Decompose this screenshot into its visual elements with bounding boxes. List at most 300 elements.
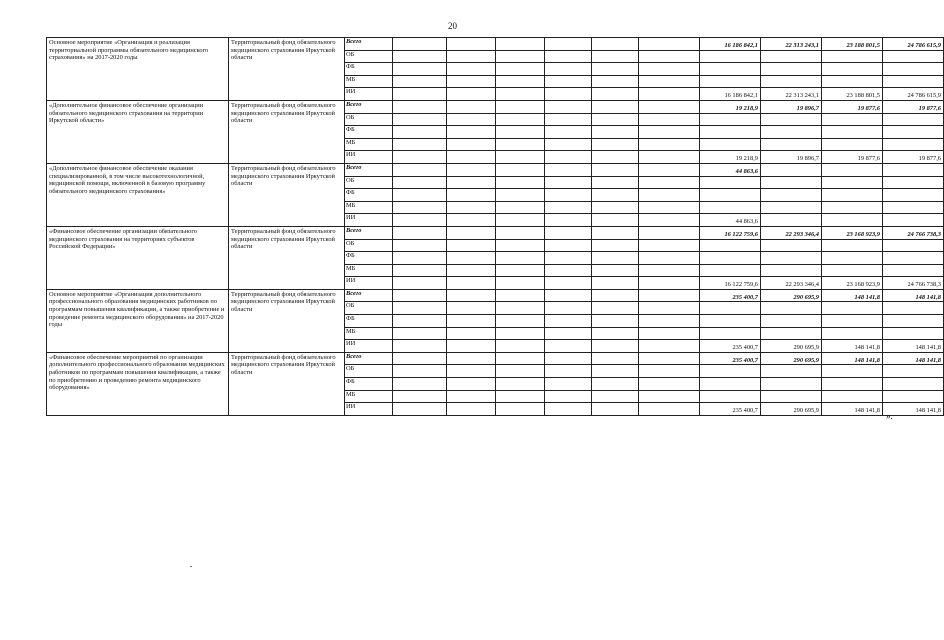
year-value-cell [761,252,822,265]
empty-cell [496,126,545,139]
empty-cell [592,352,639,365]
funding-source-cell: МБ [345,75,393,88]
year-value-cell [883,327,944,340]
empty-cell [592,138,639,151]
year-value-cell: 23 188 801,5 [822,88,883,101]
year-value-cell: 235 400,7 [700,340,761,353]
year-value-cell: 148 141,8 [883,403,944,416]
empty-cell [393,277,447,290]
empty-cell [592,38,639,51]
year-value-cell: 235 400,7 [700,289,761,302]
empty-cell [393,403,447,416]
year-value-cell [761,264,822,277]
empty-cell [592,189,639,202]
empty-cell [592,75,639,88]
empty-cell [639,315,700,328]
empty-cell [639,100,700,113]
year-value-cell [883,113,944,126]
empty-cell [496,226,545,239]
empty-cell [447,63,496,76]
year-value-cell: 148 141,8 [822,352,883,365]
empty-cell [639,163,700,176]
empty-cell [496,88,545,101]
year-value-cell [700,189,761,202]
funding-source-cell: ОБ [345,365,393,378]
year-value-cell [822,264,883,277]
year-value-cell [822,302,883,315]
empty-cell [639,126,700,139]
funding-source-cell: ОБ [345,176,393,189]
year-value-cell [761,75,822,88]
empty-cell [496,138,545,151]
empty-cell [447,403,496,416]
year-value-cell: 44 863,6 [700,214,761,227]
year-value-cell: 290 695,9 [761,403,822,416]
empty-cell [447,352,496,365]
empty-cell [545,201,592,214]
empty-cell [592,252,639,265]
empty-cell [393,289,447,302]
year-value-cell [700,264,761,277]
empty-cell [545,189,592,202]
year-value-cell: 290 695,9 [761,340,822,353]
empty-cell [592,88,639,101]
year-value-cell [883,201,944,214]
empty-cell [447,214,496,227]
empty-cell [393,390,447,403]
year-value-cell [761,365,822,378]
year-value-cell [883,126,944,139]
year-value-cell: 19 218,9 [700,151,761,164]
year-value-cell [822,176,883,189]
year-value-cell [700,138,761,151]
empty-cell [393,239,447,252]
empty-cell [545,403,592,416]
empty-cell [639,189,700,202]
empty-cell [592,239,639,252]
year-value-cell: 19 896,7 [761,100,822,113]
funding-source-cell: ФБ [345,63,393,76]
year-value-cell [883,138,944,151]
empty-cell [592,327,639,340]
funding-source-cell: МБ [345,264,393,277]
funding-source-cell: ОБ [345,239,393,252]
year-value-cell: 19 877,6 [822,100,883,113]
empty-cell [393,151,447,164]
empty-cell [639,277,700,290]
year-value-cell: 23 168 923,9 [822,277,883,290]
empty-cell [592,113,639,126]
empty-cell [592,277,639,290]
year-value-cell: 16 186 842,1 [700,38,761,51]
funding-source-cell: ФБ [345,315,393,328]
year-value-cell [822,239,883,252]
empty-cell [639,138,700,151]
measure-name-cell: «Финансовое обеспечение организации обязательного медицинского страхования на территориях субъектов Российской Федерации» [47,226,229,289]
responsible-executor-cell: Территориальный фонд обязательного медицинского страхования Иркутской области [229,38,345,101]
empty-cell [447,302,496,315]
year-value-cell: 24 786 615,9 [883,38,944,51]
year-value-cell [700,327,761,340]
year-value-cell [700,365,761,378]
empty-cell [447,327,496,340]
year-value-cell [883,214,944,227]
empty-cell [639,378,700,391]
empty-cell [639,38,700,51]
empty-cell [545,126,592,139]
empty-cell [496,365,545,378]
empty-cell [393,75,447,88]
empty-cell [496,214,545,227]
empty-cell [496,239,545,252]
empty-cell [393,378,447,391]
empty-cell [592,390,639,403]
empty-cell [393,214,447,227]
funding-source-cell: ФБ [345,378,393,391]
empty-cell [545,277,592,290]
empty-cell [545,302,592,315]
year-value-cell: 22 293 346,4 [761,226,822,239]
empty-cell [496,201,545,214]
empty-cell [545,390,592,403]
year-value-cell: 19 877,6 [822,151,883,164]
funding-source-cell: ФБ [345,252,393,265]
year-value-cell [883,63,944,76]
empty-cell [592,302,639,315]
empty-cell [496,340,545,353]
table-row [47,100,944,113]
responsible-executor-cell: Территориальный фонд обязательного медицинского страхования Иркутской области [229,352,345,415]
empty-cell [639,226,700,239]
year-value-cell [761,63,822,76]
empty-cell [447,226,496,239]
empty-cell [545,340,592,353]
empty-cell [545,252,592,265]
empty-cell [447,151,496,164]
year-value-cell [700,378,761,391]
year-value-cell [700,302,761,315]
year-value-cell [883,302,944,315]
empty-cell [393,352,447,365]
year-value-cell: 19 877,6 [883,100,944,113]
empty-cell [496,302,545,315]
year-value-cell [822,126,883,139]
year-value-cell: 23 168 923,9 [822,226,883,239]
year-value-cell [822,214,883,227]
empty-cell [496,378,545,391]
year-value-cell [761,138,822,151]
empty-cell [447,88,496,101]
year-value-cell: 19 218,9 [700,100,761,113]
empty-cell [447,163,496,176]
empty-cell [592,214,639,227]
empty-cell [592,315,639,328]
year-value-cell [761,378,822,391]
empty-cell [393,201,447,214]
empty-cell [447,264,496,277]
empty-cell [393,126,447,139]
empty-cell [447,189,496,202]
empty-cell [639,252,700,265]
empty-cell [639,75,700,88]
year-value-cell [700,390,761,403]
year-value-cell: 24 786 615,9 [883,88,944,101]
year-value-cell [700,75,761,88]
table-row [47,226,944,239]
year-value-cell: 290 695,9 [761,352,822,365]
empty-cell [592,340,639,353]
empty-cell [393,252,447,265]
funding-source-cell: Всего [345,163,393,176]
year-value-cell [883,365,944,378]
empty-cell [545,289,592,302]
empty-cell [545,214,592,227]
empty-cell [447,38,496,51]
year-value-cell [883,378,944,391]
empty-cell [592,63,639,76]
year-value-cell [761,239,822,252]
year-value-cell: 44 863,6 [700,163,761,176]
year-value-cell [883,264,944,277]
empty-cell [592,378,639,391]
empty-cell [592,201,639,214]
empty-cell [393,50,447,63]
funding-source-cell: ОБ [345,50,393,63]
empty-cell [545,176,592,189]
empty-cell [393,365,447,378]
empty-cell [496,50,545,63]
year-value-cell: 22 293 346,4 [761,277,822,290]
year-value-cell [761,176,822,189]
empty-cell [447,100,496,113]
empty-cell [545,100,592,113]
table-row [47,289,944,302]
empty-cell [447,390,496,403]
empty-cell [639,201,700,214]
empty-cell [545,50,592,63]
empty-cell [639,340,700,353]
year-value-cell: 235 400,7 [700,352,761,365]
funding-source-cell: МБ [345,390,393,403]
empty-cell [496,176,545,189]
responsible-executor-cell: Территориальный фонд обязательного медицинского страхования Иркутской области [229,226,345,289]
empty-cell [393,63,447,76]
empty-cell [592,100,639,113]
empty-cell [496,289,545,302]
funding-table-body [47,38,944,416]
empty-cell [393,302,447,315]
empty-cell [545,264,592,277]
year-value-cell: 19 877,6 [883,151,944,164]
empty-cell [496,277,545,290]
year-value-cell [822,201,883,214]
responsible-executor-cell: Территориальный фонд обязательного медицинского страхования Иркутской области [229,163,345,226]
empty-cell [639,151,700,164]
empty-cell [393,340,447,353]
funding-source-cell: ОБ [345,113,393,126]
year-value-cell [883,163,944,176]
empty-cell [639,352,700,365]
empty-cell [447,50,496,63]
funding-source-cell: Всего [345,100,393,113]
empty-cell [447,176,496,189]
empty-cell [545,352,592,365]
empty-cell [496,252,545,265]
empty-cell [639,403,700,416]
table-row [47,38,944,51]
empty-cell [447,126,496,139]
year-value-cell [822,365,883,378]
year-value-cell [700,113,761,126]
year-value-cell: 290 695,9 [761,289,822,302]
empty-cell [447,113,496,126]
year-value-cell: 16 186 842,1 [700,88,761,101]
responsible-executor-cell: Территориальный фонд обязательного медицинского страхования Иркутской области [229,289,345,352]
empty-cell [639,264,700,277]
year-value-cell [822,75,883,88]
scan-speck [190,566,192,567]
year-value-cell [761,327,822,340]
year-value-cell [761,113,822,126]
empty-cell [545,163,592,176]
measure-name-cell: Основное мероприятие «Организация и реализация территориальной программы обязательного медицинского страхования» на 2017-2020 годы [47,38,229,101]
empty-cell [639,289,700,302]
empty-cell [592,176,639,189]
year-value-cell [700,201,761,214]
year-value-cell [700,63,761,76]
year-value-cell [761,302,822,315]
year-value-cell: 148 141,8 [883,352,944,365]
empty-cell [592,403,639,416]
empty-cell [393,189,447,202]
year-value-cell [700,239,761,252]
empty-cell [447,75,496,88]
funding-source-cell: ОБ [345,302,393,315]
year-value-cell [883,390,944,403]
year-value-cell [822,378,883,391]
year-value-cell: 16 122 759,6 [700,277,761,290]
empty-cell [393,264,447,277]
empty-cell [545,63,592,76]
funding-source-cell: ФБ [345,189,393,202]
empty-cell [393,100,447,113]
measure-name-cell: Основное мероприятие «Организация дополнительного профессионального образования медицинских работников по программам повышения квалификации, а также приобретение и проведение ремонта медицинского оборудования» на 2017-2020 годы [47,289,229,352]
year-value-cell [822,163,883,176]
year-value-cell: 24 766 738,3 [883,226,944,239]
empty-cell [639,214,700,227]
empty-cell [545,365,592,378]
empty-cell [545,38,592,51]
empty-cell [496,113,545,126]
year-value-cell: 148 141,8 [822,403,883,416]
funding-source-cell: Всего [345,289,393,302]
empty-cell [496,403,545,416]
year-value-cell [700,315,761,328]
empty-cell [496,163,545,176]
year-value-cell [761,201,822,214]
empty-cell [496,151,545,164]
empty-cell [592,365,639,378]
empty-cell [393,226,447,239]
empty-cell [496,38,545,51]
empty-cell [447,277,496,290]
year-value-cell [700,176,761,189]
empty-cell [447,289,496,302]
empty-cell [496,315,545,328]
empty-cell [639,327,700,340]
empty-cell [592,226,639,239]
empty-cell [447,315,496,328]
table-row [47,352,944,365]
empty-cell [592,163,639,176]
year-value-cell [883,315,944,328]
responsible-executor-cell: Территориальный фонд обязательного медицинского страхования Иркутской области [229,100,345,163]
year-value-cell: 16 122 759,6 [700,226,761,239]
year-value-cell: 19 896,7 [761,151,822,164]
year-value-cell [883,50,944,63]
empty-cell [639,176,700,189]
empty-cell [639,50,700,63]
year-value-cell [700,126,761,139]
funding-source-cell: Всего [345,38,393,51]
funding-source-cell: МБ [345,201,393,214]
empty-cell [592,126,639,139]
year-value-cell [700,252,761,265]
year-value-cell [883,239,944,252]
empty-cell [545,226,592,239]
funding-source-cell: ИИ [345,277,393,290]
empty-cell [447,201,496,214]
empty-cell [447,252,496,265]
empty-cell [545,327,592,340]
year-value-cell: 148 141,8 [822,289,883,302]
end-mark: ». [886,411,893,421]
year-value-cell [883,176,944,189]
empty-cell [447,340,496,353]
empty-cell [545,138,592,151]
year-value-cell [700,50,761,63]
year-value-cell [883,252,944,265]
empty-cell [496,327,545,340]
measure-name-cell: «Финансовое обеспечение мероприятий по организации дополнительного профессионального образования медицинских работников по программам повышения квалификации, а также по приобретению и проведению ремонта медицинского оборудования» [47,352,229,415]
empty-cell [592,289,639,302]
empty-cell [545,113,592,126]
empty-cell [447,365,496,378]
year-value-cell [761,189,822,202]
year-value-cell [761,214,822,227]
year-value-cell: 22 313 243,1 [761,88,822,101]
year-value-cell: 24 766 738,3 [883,277,944,290]
empty-cell [545,151,592,164]
empty-cell [393,327,447,340]
year-value-cell [822,315,883,328]
empty-cell [393,38,447,51]
empty-cell [393,163,447,176]
year-value-cell [822,63,883,76]
funding-table [46,37,944,416]
empty-cell [639,88,700,101]
empty-cell [545,239,592,252]
empty-cell [447,239,496,252]
year-value-cell [822,113,883,126]
empty-cell [496,264,545,277]
empty-cell [592,264,639,277]
year-value-cell [883,75,944,88]
funding-source-cell: ИИ [345,214,393,227]
empty-cell [496,75,545,88]
year-value-cell: 22 313 243,1 [761,38,822,51]
funding-source-cell: ИИ [345,151,393,164]
